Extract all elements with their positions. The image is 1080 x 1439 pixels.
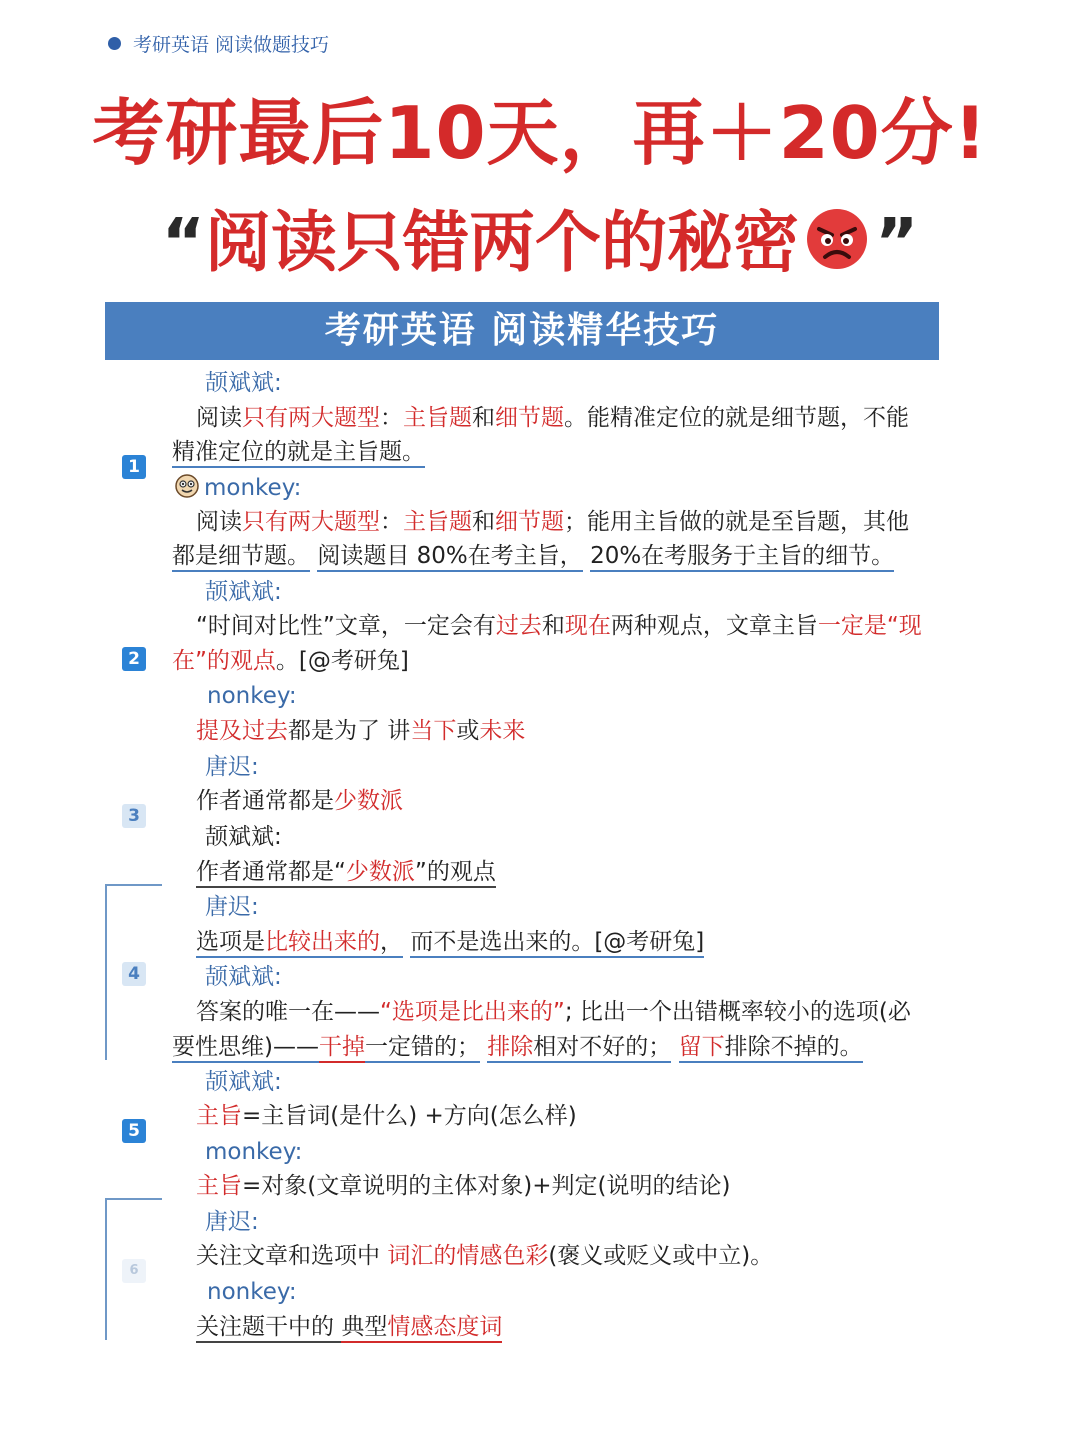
tip-line: 都是细节题。 阅读题目 80%在考主旨， 20%在考服务于主旨的细节。 [172, 540, 894, 572]
sub-title-text: 阅读只错两个的秘密 [205, 204, 799, 281]
sub-title [0, 198, 1080, 288]
tip-line: 要性思维)——干掉一定错的； 排除相对不好的； 留下排除不掉的。 [172, 1031, 863, 1063]
tip-line: 答案的唯一在——“选项是比出来的”; 比出一个出错概率较小的选项(必 [196, 999, 911, 1025]
tip-line: 作者通常都是少数派 [196, 788, 403, 814]
speaker-label: 颉斌斌: [205, 1069, 282, 1095]
speaker-label: 颉斌斌: [205, 579, 282, 605]
category-label: 考研英语 阅读做题技巧 [133, 34, 330, 56]
tip-line: 在”的观点。[@考研兔] [172, 648, 409, 674]
speaker-label: 唐迟: [205, 1209, 259, 1235]
speaker-label: nonkey: [207, 683, 297, 709]
tip-line: 关注题干中的 典型情感态度词 [196, 1311, 502, 1343]
section-number-1: 1 [122, 455, 146, 479]
tip-line: 精准定位的就是主旨题。 [172, 436, 425, 468]
tip-line: 关注文章和选项中 词汇的情感色彩(褒义或贬义或中立)。 [196, 1243, 774, 1269]
speaker-label: 唐迟: [205, 894, 259, 920]
monkey-face-icon [174, 473, 200, 499]
speaker-label: 颉斌斌: [205, 370, 282, 396]
tip-line: 主旨=对象(文章说明的主体对象)+判定(说明的结论) [196, 1173, 731, 1199]
speaker-label: 颉斌斌: [205, 824, 282, 850]
tip-line: 选项是比较出来的， 而不是选出来的。[@考研兔] [196, 926, 704, 958]
speaker-label: monkey: [205, 1139, 303, 1165]
section-number-5: 5 [122, 1119, 146, 1143]
speaker-label: monkey: [174, 472, 301, 504]
quote-open: “ [161, 204, 205, 281]
section-number-3: 3 [122, 804, 146, 828]
tip-line: “时间对比性”文章，一定会有过去和现在两种观点，文章主旨一定是“现 [196, 613, 922, 639]
tip-line: 阅读只有两大题型：主旨题和细节题。能精准定位的就是细节题，不能 [196, 405, 909, 431]
speaker-label: 颉斌斌: [205, 964, 282, 990]
section-number-2: 2 [122, 647, 146, 671]
main-title: 考研最后10天，再＋20分! [92, 91, 988, 175]
section-number-4: 4 [122, 962, 146, 986]
bullet-dot [108, 37, 121, 50]
section-number-6: 6 [122, 1259, 146, 1283]
section-banner: 考研英语 阅读精华技巧 [105, 302, 939, 360]
quote-close: ” [875, 204, 919, 281]
tip-line: 阅读只有两大题型：主旨题和细节题；能用主旨做的就是至旨题，其他 [196, 509, 909, 535]
angry-face-icon [805, 207, 869, 271]
tip-line: 主旨=主旨词(是什么) +方向(怎么样) [196, 1103, 577, 1129]
speaker-label: nonkey: [207, 1279, 297, 1305]
speaker-label: 唐迟: [205, 754, 259, 780]
tip-line: 作者通常都是“少数派”的观点 [196, 856, 496, 888]
tip-line: 提及过去都是为了 讲当下或未来 [196, 718, 526, 744]
header-category [108, 30, 329, 57]
